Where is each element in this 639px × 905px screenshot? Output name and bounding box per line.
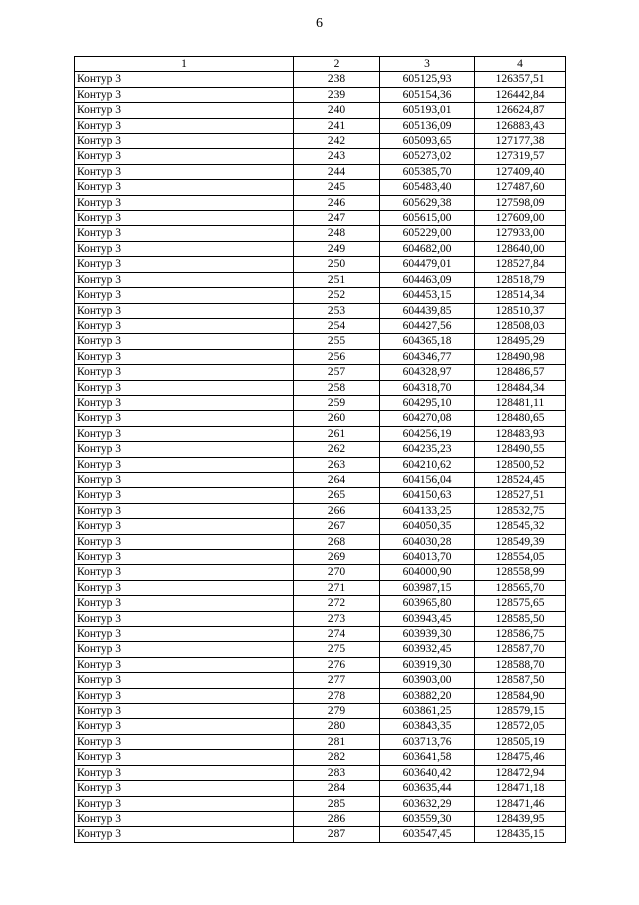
point-number-cell: 249 (294, 241, 380, 256)
x-coordinate-cell: 603640,42 (380, 765, 475, 780)
table-row (75, 272, 566, 287)
y-coordinate-cell: 127177,38 (475, 134, 566, 149)
y-coordinate-cell: 128495,29 (475, 334, 566, 349)
table-row (75, 72, 566, 87)
contour-name-cell: Контур 3 (75, 688, 294, 703)
table-header-row (75, 57, 566, 72)
point-number-cell: 248 (294, 226, 380, 241)
point-number-cell: 244 (294, 164, 380, 179)
table-row (75, 134, 566, 149)
y-coordinate-cell: 128587,50 (475, 673, 566, 688)
y-coordinate-cell: 128575,65 (475, 596, 566, 611)
y-coordinate-cell: 128435,15 (475, 827, 566, 842)
point-number-cell: 251 (294, 272, 380, 287)
contour-name-cell: Контур 3 (75, 811, 294, 826)
contour-name-cell: Контур 3 (75, 704, 294, 719)
point-number-cell: 277 (294, 673, 380, 688)
point-number-cell: 274 (294, 627, 380, 642)
table-row (75, 426, 566, 441)
table-row (75, 195, 566, 210)
y-coordinate-cell: 128587,70 (475, 642, 566, 657)
table-row (75, 503, 566, 518)
y-coordinate-cell: 126624,87 (475, 103, 566, 118)
table-row (75, 688, 566, 703)
point-number-cell: 253 (294, 303, 380, 318)
point-number-cell: 262 (294, 442, 380, 457)
y-coordinate-cell: 126357,51 (475, 72, 566, 87)
point-number-cell: 265 (294, 488, 380, 503)
contour-name-cell: Контур 3 (75, 657, 294, 672)
contour-name-cell: Контур 3 (75, 673, 294, 688)
x-coordinate-cell: 604133,25 (380, 503, 475, 518)
x-coordinate-cell: 604235,23 (380, 442, 475, 457)
contour-name-cell: Контур 3 (75, 272, 294, 287)
contour-name-cell: Контур 3 (75, 226, 294, 241)
point-number-cell: 280 (294, 719, 380, 734)
x-coordinate-cell: 605125,93 (380, 72, 475, 87)
y-coordinate-cell: 128532,75 (475, 503, 566, 518)
x-coordinate-cell: 603632,29 (380, 796, 475, 811)
contour-name-cell: Контур 3 (75, 627, 294, 642)
table-row (75, 750, 566, 765)
y-coordinate-cell: 128475,46 (475, 750, 566, 765)
contour-name-cell: Контур 3 (75, 349, 294, 364)
point-number-cell: 252 (294, 288, 380, 303)
point-number-cell: 276 (294, 657, 380, 672)
table-row (75, 580, 566, 595)
table-row (75, 673, 566, 688)
table-row (75, 472, 566, 487)
x-coordinate-cell: 604479,01 (380, 257, 475, 272)
x-coordinate-cell: 603641,58 (380, 750, 475, 765)
contour-name-cell: Контур 3 (75, 241, 294, 256)
contour-name-cell: Контур 3 (75, 611, 294, 626)
y-coordinate-cell: 128510,37 (475, 303, 566, 318)
y-coordinate-cell: 128471,46 (475, 796, 566, 811)
x-coordinate-cell: 603943,45 (380, 611, 475, 626)
x-coordinate-cell: 604365,18 (380, 334, 475, 349)
y-coordinate-cell: 128588,70 (475, 657, 566, 672)
y-coordinate-cell: 128586,75 (475, 627, 566, 642)
contour-name-cell: Контур 3 (75, 195, 294, 210)
table-row (75, 87, 566, 102)
table-row (75, 765, 566, 780)
table-row (75, 365, 566, 380)
contour-name-cell: Контур 3 (75, 550, 294, 565)
y-coordinate-cell: 128527,84 (475, 257, 566, 272)
x-coordinate-cell: 604453,15 (380, 288, 475, 303)
table-row (75, 349, 566, 364)
x-coordinate-cell: 604013,70 (380, 550, 475, 565)
contour-name-cell: Контур 3 (75, 411, 294, 426)
table-row (75, 226, 566, 241)
y-coordinate-cell: 128565,70 (475, 580, 566, 595)
contour-name-cell: Контур 3 (75, 719, 294, 734)
x-coordinate-cell: 603932,45 (380, 642, 475, 657)
x-coordinate-cell: 604318,70 (380, 380, 475, 395)
contour-name-cell: Контур 3 (75, 488, 294, 503)
point-number-cell: 239 (294, 87, 380, 102)
table-row (75, 719, 566, 734)
x-coordinate-cell: 603919,30 (380, 657, 475, 672)
contour-name-cell: Контур 3 (75, 472, 294, 487)
point-number-cell: 283 (294, 765, 380, 780)
contour-name-cell: Контур 3 (75, 365, 294, 380)
y-coordinate-cell: 128508,03 (475, 318, 566, 333)
table-row (75, 149, 566, 164)
x-coordinate-cell: 604050,35 (380, 519, 475, 534)
y-coordinate-cell: 128579,15 (475, 704, 566, 719)
contour-name-cell: Контур 3 (75, 180, 294, 195)
point-number-cell: 250 (294, 257, 380, 272)
x-coordinate-cell: 604295,10 (380, 395, 475, 410)
contour-name-cell: Контур 3 (75, 580, 294, 595)
point-number-cell: 271 (294, 580, 380, 595)
contour-name-cell: Контур 3 (75, 395, 294, 410)
contour-name-cell: Контур 3 (75, 442, 294, 457)
point-number-cell: 273 (294, 611, 380, 626)
contour-name-cell: Контур 3 (75, 765, 294, 780)
x-coordinate-cell: 604156,04 (380, 472, 475, 487)
point-number-cell: 282 (294, 750, 380, 765)
y-coordinate-cell: 128505,19 (475, 734, 566, 749)
point-number-cell: 278 (294, 688, 380, 703)
y-coordinate-cell: 128518,79 (475, 272, 566, 287)
y-coordinate-cell: 128585,50 (475, 611, 566, 626)
point-number-cell: 260 (294, 411, 380, 426)
point-number-cell: 269 (294, 550, 380, 565)
contour-name-cell: Контур 3 (75, 257, 294, 272)
table-row (75, 550, 566, 565)
point-number-cell: 254 (294, 318, 380, 333)
x-coordinate-cell: 605136,09 (380, 118, 475, 133)
y-coordinate-cell: 128558,99 (475, 565, 566, 580)
point-number-cell: 240 (294, 103, 380, 118)
y-coordinate-cell: 127609,00 (475, 211, 566, 226)
coordinates-table (74, 56, 566, 843)
table-row (75, 565, 566, 580)
point-number-cell: 268 (294, 534, 380, 549)
contour-name-cell: Контур 3 (75, 118, 294, 133)
point-number-cell: 255 (294, 334, 380, 349)
y-coordinate-cell: 128490,55 (475, 442, 566, 457)
y-coordinate-cell: 128640,00 (475, 241, 566, 256)
point-number-cell: 263 (294, 457, 380, 472)
table-row (75, 241, 566, 256)
contour-name-cell: Контур 3 (75, 827, 294, 842)
column-header-3: 3 (380, 57, 475, 72)
table-row (75, 303, 566, 318)
y-coordinate-cell: 128483,93 (475, 426, 566, 441)
point-number-cell: 242 (294, 134, 380, 149)
table-row (75, 457, 566, 472)
y-coordinate-cell: 127487,60 (475, 180, 566, 195)
x-coordinate-cell: 605615,00 (380, 211, 475, 226)
x-coordinate-cell: 604256,19 (380, 426, 475, 441)
y-coordinate-cell: 128471,18 (475, 781, 566, 796)
point-number-cell: 245 (294, 180, 380, 195)
x-coordinate-cell: 603903,00 (380, 673, 475, 688)
x-coordinate-cell: 604682,00 (380, 241, 475, 256)
point-number-cell: 259 (294, 395, 380, 410)
contour-name-cell: Контур 3 (75, 519, 294, 534)
table-row (75, 827, 566, 842)
x-coordinate-cell: 604150,63 (380, 488, 475, 503)
y-coordinate-cell: 127409,40 (475, 164, 566, 179)
x-coordinate-cell: 603939,30 (380, 627, 475, 642)
contour-name-cell: Контур 3 (75, 642, 294, 657)
contour-name-cell: Контур 3 (75, 565, 294, 580)
x-coordinate-cell: 603861,25 (380, 704, 475, 719)
table-row (75, 211, 566, 226)
table-row (75, 796, 566, 811)
y-coordinate-cell: 127319,57 (475, 149, 566, 164)
point-number-cell: 284 (294, 781, 380, 796)
x-coordinate-cell: 603843,35 (380, 719, 475, 734)
x-coordinate-cell: 605154,36 (380, 87, 475, 102)
column-header-1: 1 (75, 57, 294, 72)
point-number-cell: 275 (294, 642, 380, 657)
table-body (75, 72, 566, 842)
y-coordinate-cell: 128484,34 (475, 380, 566, 395)
table-row (75, 257, 566, 272)
table-row (75, 642, 566, 657)
table-row (75, 811, 566, 826)
y-coordinate-cell: 128527,51 (475, 488, 566, 503)
contour-name-cell: Контур 3 (75, 288, 294, 303)
column-header-4: 4 (475, 57, 566, 72)
table-row (75, 534, 566, 549)
contour-name-cell: Контур 3 (75, 149, 294, 164)
y-coordinate-cell: 128554,05 (475, 550, 566, 565)
table-row (75, 395, 566, 410)
point-number-cell: 257 (294, 365, 380, 380)
y-coordinate-cell: 127598,09 (475, 195, 566, 210)
table-row (75, 442, 566, 457)
table-row (75, 180, 566, 195)
x-coordinate-cell: 604210,62 (380, 457, 475, 472)
y-coordinate-cell: 128500,52 (475, 457, 566, 472)
contour-name-cell: Контур 3 (75, 303, 294, 318)
page-number: 6 (316, 16, 323, 31)
table-row (75, 380, 566, 395)
contour-name-cell: Контур 3 (75, 211, 294, 226)
x-coordinate-cell: 603547,45 (380, 827, 475, 842)
table-row (75, 318, 566, 333)
y-coordinate-cell: 128472,94 (475, 765, 566, 780)
y-coordinate-cell: 128486,57 (475, 365, 566, 380)
point-number-cell: 238 (294, 72, 380, 87)
point-number-cell: 246 (294, 195, 380, 210)
contour-name-cell: Контур 3 (75, 457, 294, 472)
contour-name-cell: Контур 3 (75, 796, 294, 811)
x-coordinate-cell: 605193,01 (380, 103, 475, 118)
contour-name-cell: Контур 3 (75, 103, 294, 118)
y-coordinate-cell: 128480,65 (475, 411, 566, 426)
contour-name-cell: Контур 3 (75, 534, 294, 549)
contour-name-cell: Контур 3 (75, 72, 294, 87)
point-number-cell: 256 (294, 349, 380, 364)
table-row (75, 704, 566, 719)
point-number-cell: 279 (294, 704, 380, 719)
point-number-cell: 267 (294, 519, 380, 534)
y-coordinate-cell: 128514,34 (475, 288, 566, 303)
point-number-cell: 258 (294, 380, 380, 395)
contour-name-cell: Контур 3 (75, 734, 294, 749)
x-coordinate-cell: 603635,44 (380, 781, 475, 796)
table-row (75, 627, 566, 642)
x-coordinate-cell: 605629,38 (380, 195, 475, 210)
table-row (75, 488, 566, 503)
table-row (75, 734, 566, 749)
y-coordinate-cell: 128524,45 (475, 472, 566, 487)
table-row (75, 519, 566, 534)
contour-name-cell: Контур 3 (75, 334, 294, 349)
table-row (75, 781, 566, 796)
point-number-cell: 243 (294, 149, 380, 164)
x-coordinate-cell: 605273,02 (380, 149, 475, 164)
y-coordinate-cell: 128584,90 (475, 688, 566, 703)
x-coordinate-cell: 603987,15 (380, 580, 475, 595)
table-row (75, 657, 566, 672)
table-row (75, 118, 566, 133)
x-coordinate-cell: 603713,76 (380, 734, 475, 749)
x-coordinate-cell: 604439,85 (380, 303, 475, 318)
contour-name-cell: Контур 3 (75, 134, 294, 149)
y-coordinate-cell: 128481,11 (475, 395, 566, 410)
x-coordinate-cell: 604030,28 (380, 534, 475, 549)
column-header-2: 2 (294, 57, 380, 72)
contour-name-cell: Контур 3 (75, 164, 294, 179)
point-number-cell: 287 (294, 827, 380, 842)
y-coordinate-cell: 128545,32 (475, 519, 566, 534)
table-row (75, 103, 566, 118)
x-coordinate-cell: 604000,90 (380, 565, 475, 580)
contour-name-cell: Контур 3 (75, 781, 294, 796)
y-coordinate-cell: 126883,43 (475, 118, 566, 133)
contour-name-cell: Контур 3 (75, 426, 294, 441)
x-coordinate-cell: 604328,97 (380, 365, 475, 380)
x-coordinate-cell: 604427,56 (380, 318, 475, 333)
x-coordinate-cell: 604270,08 (380, 411, 475, 426)
table-row (75, 411, 566, 426)
y-coordinate-cell: 127933,00 (475, 226, 566, 241)
table-row (75, 596, 566, 611)
table-row (75, 164, 566, 179)
table-row (75, 334, 566, 349)
contour-name-cell: Контур 3 (75, 596, 294, 611)
point-number-cell: 247 (294, 211, 380, 226)
x-coordinate-cell: 605483,40 (380, 180, 475, 195)
y-coordinate-cell: 126442,84 (475, 87, 566, 102)
contour-name-cell: Контур 3 (75, 318, 294, 333)
point-number-cell: 286 (294, 811, 380, 826)
contour-name-cell: Контур 3 (75, 503, 294, 518)
contour-name-cell: Контур 3 (75, 380, 294, 395)
x-coordinate-cell: 605229,00 (380, 226, 475, 241)
y-coordinate-cell: 128572,05 (475, 719, 566, 734)
point-number-cell: 241 (294, 118, 380, 133)
contour-name-cell: Контур 3 (75, 87, 294, 102)
point-number-cell: 272 (294, 596, 380, 611)
x-coordinate-cell: 603882,20 (380, 688, 475, 703)
x-coordinate-cell: 605093,65 (380, 134, 475, 149)
x-coordinate-cell: 605385,70 (380, 164, 475, 179)
table-row (75, 288, 566, 303)
x-coordinate-cell: 603965,80 (380, 596, 475, 611)
point-number-cell: 264 (294, 472, 380, 487)
contour-name-cell: Контур 3 (75, 750, 294, 765)
point-number-cell: 270 (294, 565, 380, 580)
x-coordinate-cell: 604463,09 (380, 272, 475, 287)
y-coordinate-cell: 128549,39 (475, 534, 566, 549)
point-number-cell: 266 (294, 503, 380, 518)
y-coordinate-cell: 128490,98 (475, 349, 566, 364)
table-row (75, 611, 566, 626)
x-coordinate-cell: 604346,77 (380, 349, 475, 364)
point-number-cell: 285 (294, 796, 380, 811)
point-number-cell: 261 (294, 426, 380, 441)
x-coordinate-cell: 603559,30 (380, 811, 475, 826)
y-coordinate-cell: 128439,95 (475, 811, 566, 826)
point-number-cell: 281 (294, 734, 380, 749)
